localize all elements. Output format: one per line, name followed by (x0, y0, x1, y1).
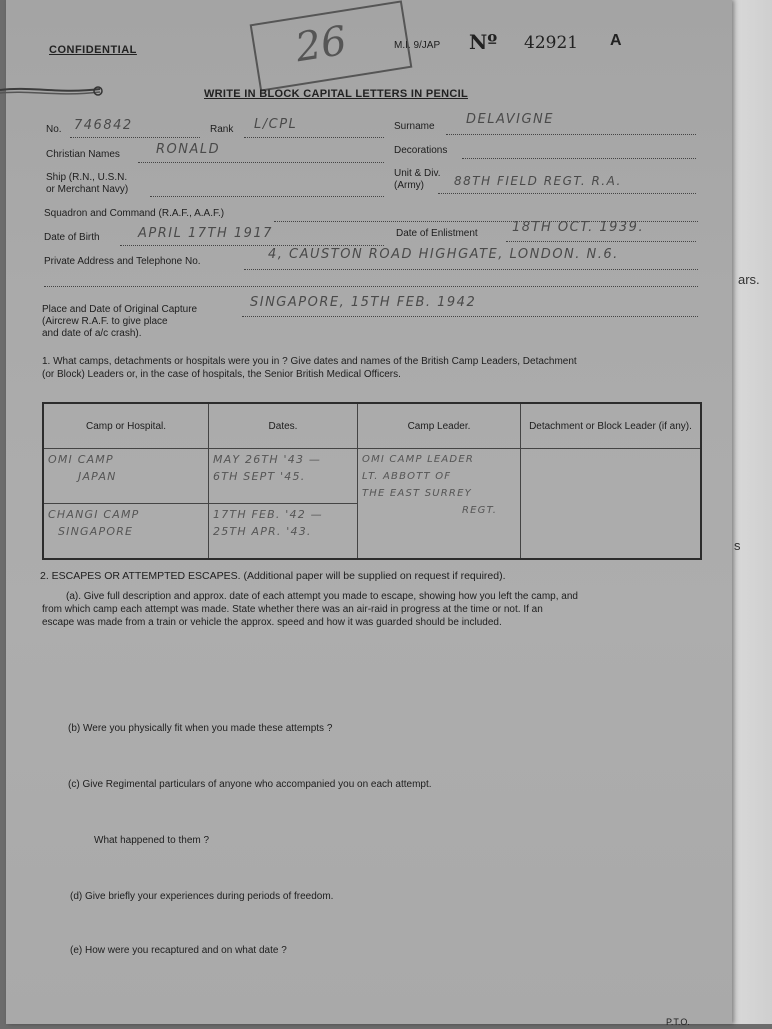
question-2a-line3: escape was made from a train or vehicle the approx. speed and how it was guarded should be included. (42, 617, 502, 628)
ship-label-line2: or Merchant Navy) (46, 184, 129, 195)
dob-label: Date of Birth (44, 232, 100, 243)
rank-value: L/CPL (254, 117, 298, 132)
christian-names-label: Christian Names (46, 149, 120, 160)
christian-names-value: RONALD (156, 142, 221, 157)
archive-stamp-box (250, 0, 413, 91)
capture-label-line1: Place and Date of Original Capture (42, 304, 198, 315)
dates-cell: 17TH FEB. '42 — 25TH APR. '43. (209, 504, 358, 560)
decorations-label: Decorations (394, 145, 448, 156)
address-value: 4, CAUSTON ROAD HIGHGATE, LONDON. N.6. (268, 247, 619, 262)
capture-label-line2: (Aircrew R.A.F. to give place (42, 316, 168, 327)
back-sheet-text-1: ars. (738, 272, 760, 287)
camp-cell: CHANGI CAMP SINGAPORE (43, 504, 209, 560)
serial-number: 42921 (524, 33, 579, 53)
dob-value: APRIL 17TH 1917 (138, 226, 273, 241)
no-value: 746842 (74, 118, 133, 133)
column-header-camp: Camp or Hospital. (43, 403, 209, 449)
question-2d: (d) Give briefly your experiences during periods of freedom. (70, 891, 334, 902)
unit-value: 88TH FIELD REGT. R.A. (454, 174, 622, 188)
serial-suffix: A (610, 32, 622, 49)
dates-cell: MAY 26TH '43 — 6TH SEPT '45. (209, 449, 358, 504)
unit-label-line1: Unit & Div. (394, 168, 441, 179)
question-2a-line2: from which camp each attempt was made. State whether there was an air-raid in progress at the time or not. If an (42, 604, 543, 615)
squadron-label: Squadron and Command (R.A.F., A.A.F.) (44, 208, 225, 219)
column-header-camp-leader: Camp Leader. (358, 403, 521, 449)
enlistment-label: Date of Enlistment (396, 228, 478, 239)
question-1-line2: (or Block) Leaders or, in the case of hospitals, the Senior British Medical Officers. (42, 369, 401, 380)
ship-label-line1: Ship (R.N., U.S.N. (46, 172, 128, 183)
question-2e: (e) How were you recaptured and on what date ? (70, 945, 287, 956)
surname-label: Surname (394, 121, 435, 132)
question-1-line1: 1. What camps, detachments or hospitals were you in ? Give dates and names of the British Camp Leaders, Detachment (42, 356, 577, 367)
table-row (43, 449, 701, 504)
camp-cell: OMI CAMP JAPAN (43, 449, 209, 504)
column-header-detachment: Detachment or Block Leader (if any). (521, 403, 702, 449)
binding-string-icon (0, 84, 110, 98)
surname-value: DELAVIGNE (466, 112, 554, 127)
number-sign: Nº (469, 30, 498, 54)
archive-stamp-number: 26 (292, 17, 350, 72)
instruction-heading: WRITE IN BLOCK CAPITAL LETTERS IN PENCIL (204, 88, 468, 100)
rank-label: Rank (210, 124, 234, 135)
capture-value: SINGAPORE, 15TH FEB. 1942 (250, 295, 477, 310)
question-2a-line1: (a). Give full description and approx. date of each attempt you made to escape, showing how you left the camp, and (66, 591, 578, 602)
unit-label-line2: (Army) (394, 180, 424, 191)
address-label: Private Address and Telephone No. (44, 256, 201, 267)
no-label: No. (46, 124, 62, 135)
confidential-label: CONFIDENTIAL (49, 44, 137, 56)
question-2c: (c) Give Regimental particulars of anyone who accompanied you on each attempt. (68, 779, 432, 790)
back-sheet-text-2: s (734, 538, 741, 553)
form-sheet (6, 0, 732, 1027)
question-2c-followup: What happened to them ? (94, 835, 210, 846)
detachment-cell (521, 449, 702, 560)
capture-label-line3: and date of a/c crash). (42, 328, 142, 339)
form-code: M.I. 9/JAP (394, 40, 441, 51)
column-header-dates: Dates. (209, 403, 358, 449)
camp-table (42, 402, 702, 560)
question-2b: (b) Were you physically fit when you made these attempts ? (68, 723, 333, 734)
pto-label: P.T.O. (666, 1017, 690, 1027)
enlistment-value: 18TH OCT. 1939. (512, 220, 645, 235)
question-2-heading: 2. ESCAPES OR ATTEMPTED ESCAPES. (Additional paper will be supplied on request if required). (40, 570, 506, 582)
camp-leader-cell: OMI CAMP LEADER LT. ABBOTT OF THE EAST SURREY REGT. (358, 449, 521, 560)
